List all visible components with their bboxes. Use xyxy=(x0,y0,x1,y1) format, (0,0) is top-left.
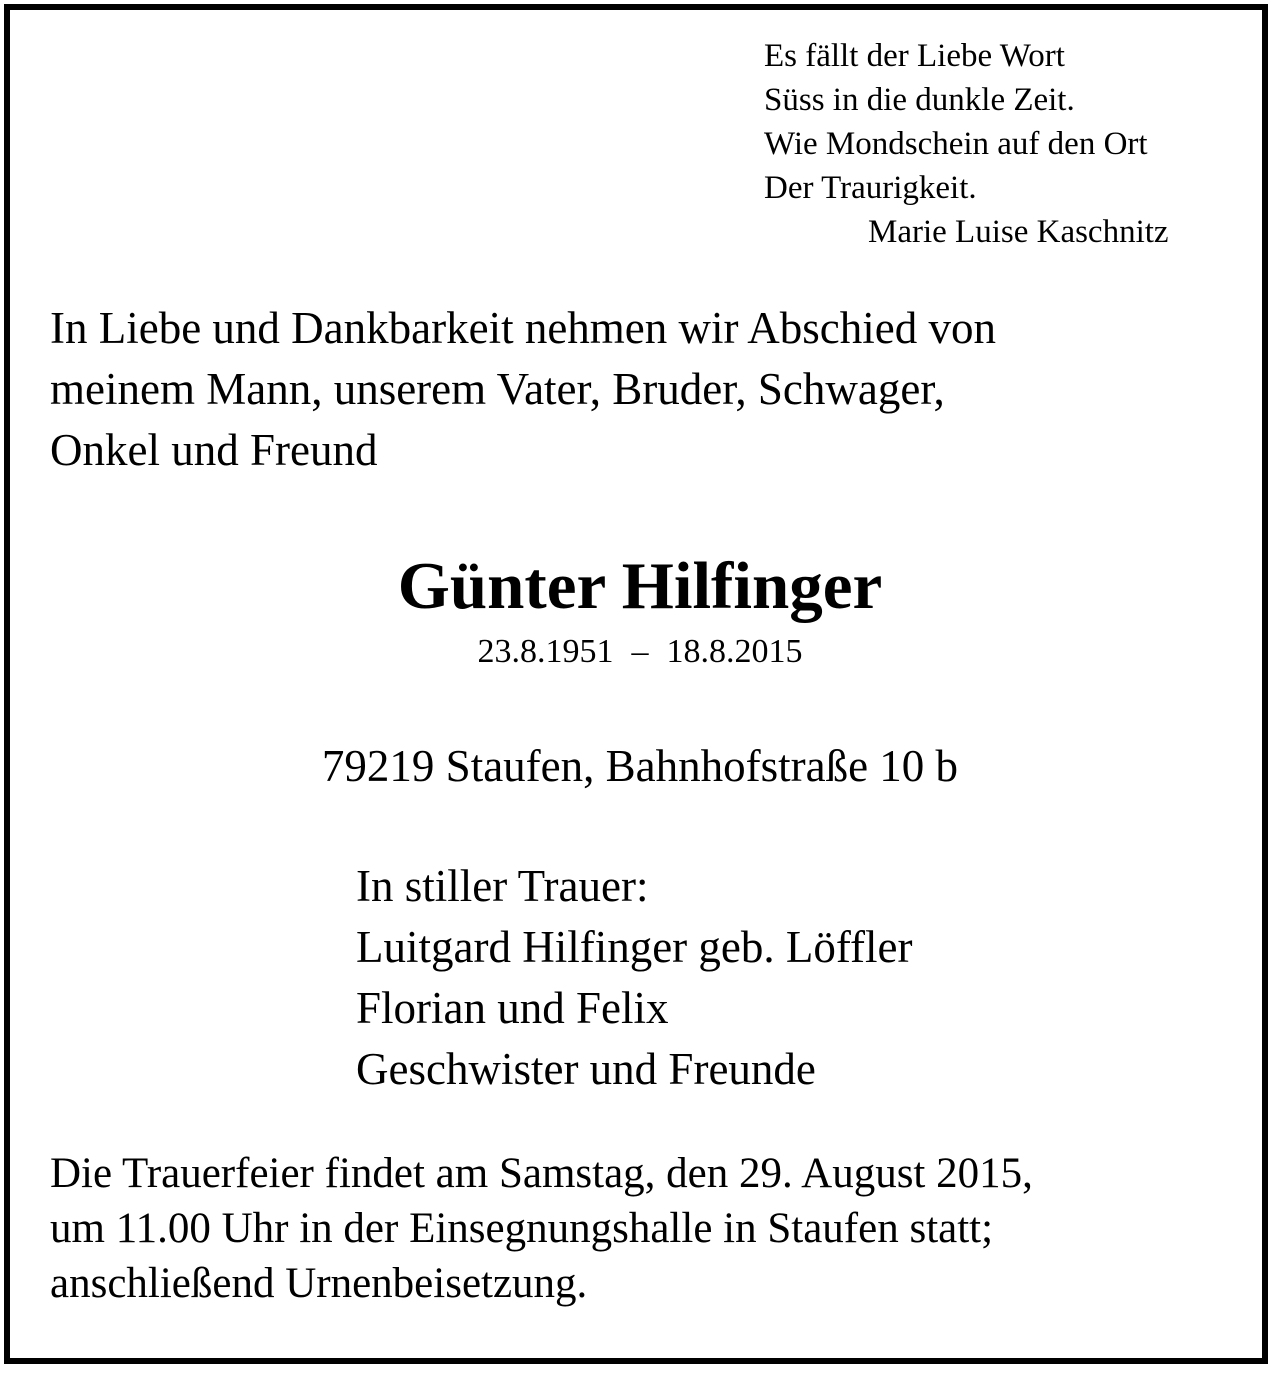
birth-date: 23.8.1951 xyxy=(477,633,614,670)
mourners-heading: In stiller Trauer: xyxy=(356,861,649,911)
poem-line: Es fällt der Liebe Wort xyxy=(764,38,1065,74)
mourner-name: Florian und Felix xyxy=(356,983,669,1033)
mourner-name: Geschwister und Freunde xyxy=(356,1044,816,1094)
death-date: 18.8.2015 xyxy=(666,633,803,670)
date-separator: – xyxy=(631,633,649,670)
address: 79219 Staufen, Bahnhofstraße 10 b xyxy=(321,741,959,791)
intro-text xyxy=(50,298,996,481)
deceased-name: Günter Hilfinger xyxy=(397,549,883,623)
ceremony-info xyxy=(50,1146,1033,1311)
mourner-name: Luitgard Hilfinger geb. Löffler xyxy=(356,922,913,972)
intro-line: Onkel und Freund xyxy=(50,425,378,475)
life-dates xyxy=(0,630,1280,674)
ceremony-line: Die Trauerfeier findet am Samstag, den 29. August 2015, xyxy=(50,1150,1033,1197)
ceremony-line: anschließend Urnenbeisetzung. xyxy=(50,1260,588,1307)
poem-line: Wie Mondschein auf den Ort xyxy=(764,126,1148,162)
poem-line: Süss in die dunkle Zeit. xyxy=(764,82,1075,118)
poem-author: Marie Luise Kaschnitz xyxy=(868,214,1169,250)
intro-line: meinem Mann, unserem Vater, Bruder, Schwager, xyxy=(50,364,945,414)
ceremony-line: um 11.00 Uhr in der Einsegnungshalle in Staufen statt; xyxy=(50,1205,994,1252)
intro-line: In Liebe und Dankbarkeit nehmen wir Abschied von xyxy=(50,303,996,353)
poem-line: Der Traurigkeit. xyxy=(764,170,977,206)
poem-quote xyxy=(764,34,1169,254)
mourners-block xyxy=(356,856,912,1100)
